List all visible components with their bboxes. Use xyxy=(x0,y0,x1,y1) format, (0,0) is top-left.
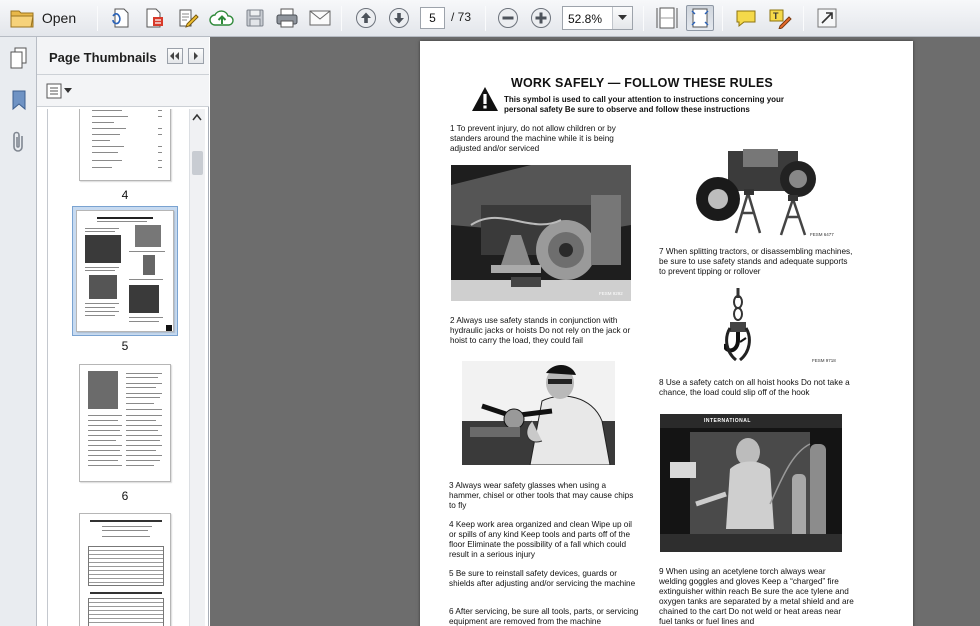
save-icon xyxy=(245,8,265,28)
bookmarks-toggle[interactable] xyxy=(6,87,32,113)
chevron-down-icon xyxy=(64,88,72,94)
full-screen-button[interactable] xyxy=(814,5,840,31)
attachments-toggle[interactable] xyxy=(6,129,32,155)
photo-caption: FESM 9292 xyxy=(599,291,623,296)
photo-caption: FESM 9718 xyxy=(812,358,836,363)
safety-rule-4: 4 Keep work area organized and clean Wipe up oil or spills of any kind Keep tools and parts off of the floor Eliminate the possibility of a fall which could result in a serious injury xyxy=(449,520,632,559)
navigation-strip xyxy=(0,37,37,626)
photo-tractor-stands xyxy=(688,149,838,239)
create-pdf-button[interactable] xyxy=(108,5,134,31)
thumbnail-page[interactable] xyxy=(79,513,171,626)
document-view[interactable] xyxy=(210,37,980,626)
thumbnail-page-selected[interactable] xyxy=(76,210,174,332)
photo-caption: INTERNATIONAL xyxy=(704,418,751,424)
save-button[interactable] xyxy=(242,5,268,31)
pdf-export-button[interactable] xyxy=(141,5,167,31)
document-title: WORK SAFELY — FOLLOW THESE RULES xyxy=(511,76,773,90)
create-pdf-icon xyxy=(143,7,165,29)
options-list-icon xyxy=(46,83,62,99)
toolbar-separator xyxy=(722,6,723,31)
zoom-out-icon xyxy=(497,7,519,29)
next-page-button[interactable] xyxy=(386,5,412,31)
open-button[interactable] xyxy=(6,5,80,31)
page-total-label: / 73 xyxy=(451,10,472,24)
previous-page-button[interactable] xyxy=(353,5,379,31)
email-icon xyxy=(308,8,332,28)
thumbnail-label: 5 xyxy=(121,339,129,353)
fit-width-icon xyxy=(689,6,711,30)
panel-toolbar xyxy=(37,75,209,107)
expand-panel-button[interactable] xyxy=(188,48,204,64)
thumbnail-label: 4 xyxy=(121,188,129,202)
create-pdf-icon xyxy=(110,7,132,29)
fit-page-icon xyxy=(656,6,678,30)
open-folder-icon xyxy=(10,7,36,29)
safety-rule-3: 3 Always wear safety glasses when using a hammer, chisel or other tools that may cause chips to fly xyxy=(449,481,634,510)
print-button[interactable] xyxy=(273,5,301,31)
photo-caption: FESM 6477 xyxy=(810,232,834,237)
photo-hoist-hook xyxy=(724,288,844,368)
panel-header xyxy=(37,37,209,75)
toolbar-separator xyxy=(97,6,98,31)
toolbar-separator xyxy=(803,6,804,31)
thumbnail-scrollbar[interactable] xyxy=(189,109,205,626)
scroll-up-icon[interactable] xyxy=(192,113,202,121)
scrollbar-thumb[interactable] xyxy=(192,151,203,175)
open-label: Open xyxy=(41,10,77,26)
chevron-right-icon xyxy=(193,52,199,60)
photo-jack-stand xyxy=(451,165,631,301)
edit-pdf-button[interactable] xyxy=(175,5,201,31)
svg-text:T: T xyxy=(773,11,779,21)
collapse-panel-button[interactable] xyxy=(167,48,183,64)
zoom-in-button[interactable] xyxy=(528,5,554,31)
thumbnail-options-button[interactable] xyxy=(46,81,72,101)
email-button[interactable] xyxy=(306,5,334,31)
safety-rule-8: 8 Use a safety catch on all hoist hooks Do not take a chance, the load could slip off of the hook xyxy=(659,378,850,397)
chevron-down-icon[interactable] xyxy=(612,7,632,29)
photo-acetylene-torch xyxy=(660,414,842,552)
scrolling-mode-button[interactable] xyxy=(653,5,681,31)
photo-safety-glasses xyxy=(462,361,615,465)
toolbar-separator xyxy=(485,6,486,31)
document-page xyxy=(420,41,913,626)
thumbnail-page[interactable] xyxy=(79,109,171,181)
fit-page-button[interactable] xyxy=(686,5,714,31)
zoom-out-button[interactable] xyxy=(495,5,521,31)
warning-triangle-icon xyxy=(471,86,499,112)
upload-button[interactable] xyxy=(208,5,236,31)
document-intro: This symbol is used to call your attention to instructions concerning your personal safety Be sure to observe and follow these instructions xyxy=(504,95,785,114)
page-number-input[interactable]: 5 xyxy=(420,7,445,29)
bookmark-icon xyxy=(9,89,29,111)
toolbar-separator xyxy=(341,6,342,31)
toolbar-separator xyxy=(643,6,644,31)
zoom-level-value: 52.8% xyxy=(568,12,603,26)
safety-rule-6: 6 After servicing, be sure all tools, parts, or servicing equipment are removed from the machine xyxy=(449,607,639,626)
comment-icon xyxy=(735,7,757,29)
print-icon xyxy=(275,7,299,29)
safety-rule-5: 5 Be sure to reinstall safety devices, guards or shields after adjusting and/or servicing the machine xyxy=(449,569,636,588)
safety-rule-2: 2 Always use safety stands in conjunction with hydraulic jacks or hoists Do not rely on the jack or hoist to carry the load, they could fail xyxy=(450,316,631,345)
paperclip-icon xyxy=(9,130,29,154)
pages-icon xyxy=(9,47,29,69)
upload-icon xyxy=(209,7,235,29)
comment-button[interactable] xyxy=(733,5,759,31)
main-toolbar xyxy=(0,0,980,37)
highlight-icon xyxy=(768,7,792,29)
panel-title: Page Thumbnails xyxy=(49,50,157,65)
double-chevron-left-icon xyxy=(170,52,180,60)
safety-rule-7: 7 When splitting tractors, or disassembling machines, be sure to use safety stands and adequate supports to prevent tipping or rollover xyxy=(659,247,853,276)
next-page-icon xyxy=(388,7,410,29)
zoom-in-icon xyxy=(530,7,552,29)
edit-pdf-icon xyxy=(177,7,199,29)
expand-icon xyxy=(816,7,838,29)
highlight-button[interactable] xyxy=(766,5,794,31)
prev-page-icon xyxy=(355,7,377,29)
thumbnail-page[interactable] xyxy=(79,364,171,482)
page-thumbnails-panel xyxy=(37,37,209,626)
safety-rule-1: 1 To prevent injury, do not allow children or by standers around the machine while it is being adjusted and/or serviced xyxy=(450,124,616,153)
thumbnail-label: 6 xyxy=(121,489,129,503)
zoom-level-select[interactable] xyxy=(562,6,633,30)
safety-rule-9: 9 When using an acetylene torch always wear welding goggles and gloves Keep a “charged” fire extinguisher within reach Be sure the ace tylene and oxygen tanks are separated by a metal shield and are chained to the cart Do not weld or heat areas near fuel tanks or fuel lines and xyxy=(659,567,854,626)
page-thumbnails-toggle[interactable] xyxy=(6,45,32,71)
thumbnail-list xyxy=(47,109,205,626)
